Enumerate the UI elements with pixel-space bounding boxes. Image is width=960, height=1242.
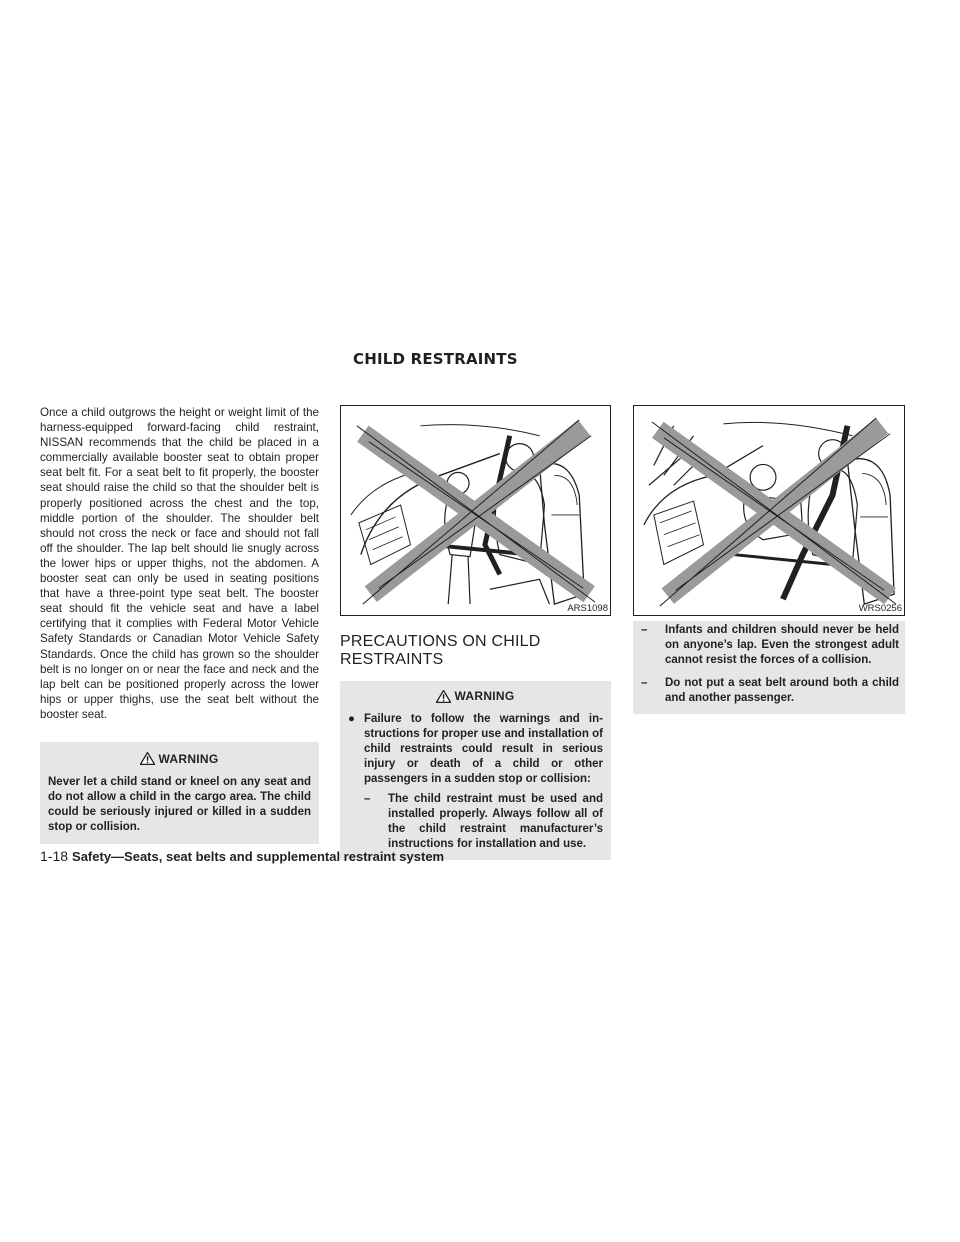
page-footer xyxy=(40,848,444,864)
warning-box-continued xyxy=(633,621,905,714)
dash-text: The child restraint must be used and installed properly. Always follow all of the child restraint manufacturer’s instructions for installation and use. xyxy=(388,793,603,850)
dash-item xyxy=(641,676,899,706)
footer-title: Safety—Seats, seat belts and supplemental restraint system xyxy=(72,849,445,864)
dash-mark: – xyxy=(641,624,648,636)
bullet-mark: ● xyxy=(348,713,355,725)
warning-box-cargo xyxy=(40,742,319,844)
dash-mark: – xyxy=(364,793,371,805)
figure-infant-on-lap-crossed-out xyxy=(633,405,905,616)
section-title: CHILD RESTRAINTS xyxy=(353,350,518,368)
column-middle xyxy=(340,405,611,860)
warning-box-precautions xyxy=(340,681,611,860)
bullet-item xyxy=(348,712,603,787)
figure-child-standing-crossed-out xyxy=(340,405,611,616)
dash-text: Infants and children should never be held on anyone’s lap. Even the strongest adult cannot resist the forces of a collision. xyxy=(665,624,899,666)
illustration-child-standing xyxy=(341,406,610,615)
subheading-precautions: PRECAUTIONS ON CHILD RESTRAINTS xyxy=(340,633,541,668)
column-left xyxy=(40,405,319,844)
dash-text: Do not put a seat belt around both a child and another passenger. xyxy=(665,677,899,704)
warning-heading xyxy=(48,752,311,766)
dash-mark: – xyxy=(641,677,648,689)
column-right xyxy=(633,405,905,714)
warning-text: Never let a child stand or kneel on any seat and do not allow a child in the cargo area. The child could be seriously injured or killed in a sudden stop or collision. xyxy=(48,775,311,833)
warning-label: WARNING xyxy=(158,751,219,766)
bullet-text: Failure to follow the warnings and instructions for proper use and installation of child restraints could result in serious injury or death of a child or other passengers in a sudden stop or collision: xyxy=(364,713,603,785)
figure-code: WRS0256 xyxy=(858,603,902,614)
warning-triangle-icon xyxy=(436,690,451,703)
dash-item xyxy=(364,792,603,852)
warning-triangle-icon xyxy=(140,752,155,765)
booster-seat-paragraph: Once a child outgrows the height or weight limit of the harness-equipped forward-facing child restraint, NISSAN recommends that the child be placed in a commercially available booster seat to obtain proper seat belt fit. For a seat belt to fit properly, the booster seat should raise the child so that the shoulder belt is properly positioned across the chest and the top, middle portion of the shoulder. The shoulder belt should not cross the neck or face and should not fall off the shoulder. The lap belt should lie snugly across the lower hips or upper thighs, not the abdomen. A booster seat can only be used in seating positions that have a three-point type seat belt. The booster seat should fit the vehicle seat and have a label certifying that it complies with Federal Motor Vehicle Safety Standards or Canadian Motor Vehicle Safety Standards. Once the child has grown so the shoulder belt is no longer on or near the face and neck and the lap belt can be positioned properly across the lower hips or upper thighs, use the seat belt without the booster seat. xyxy=(40,406,319,721)
warning-heading xyxy=(348,689,603,703)
warning-label: WARNING xyxy=(454,689,515,703)
figure-code: ARS1098 xyxy=(567,603,608,614)
page-number: 1-18 xyxy=(40,848,69,864)
illustration-infant-on-lap xyxy=(634,406,904,615)
dash-item xyxy=(641,623,899,668)
